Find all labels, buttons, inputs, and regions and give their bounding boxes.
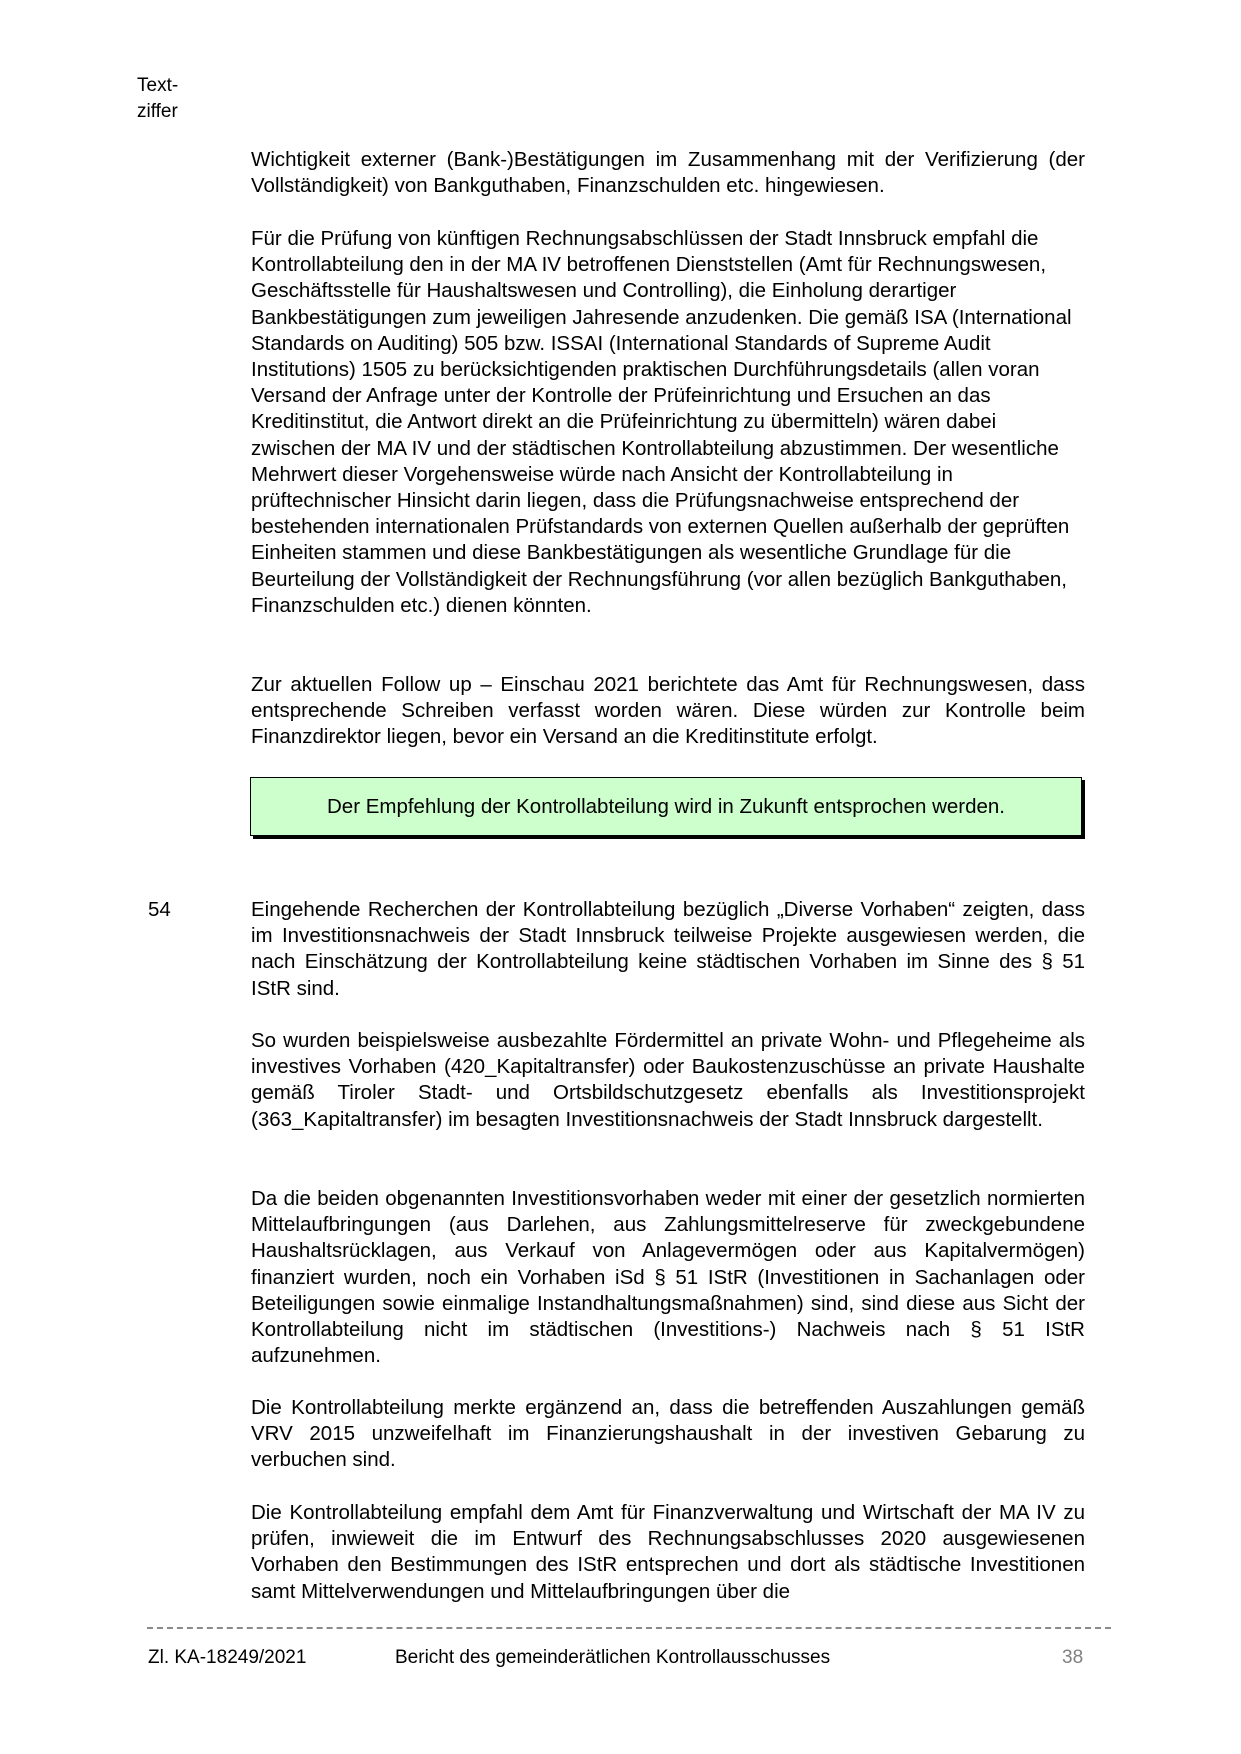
footer-title: Bericht des gemeinderätlichen Kontrollausschusses	[395, 1647, 831, 1668]
paragraph-text: Für die Prüfung von künftigen Rechnungsabschlüssen der Stadt Innsbruck empfahl die Kontrollabteilung den in der MA IV betroffenen Dienststellen (Amt für Rechnungswesen, Geschäftsstelle für Haushaltswesen und Controlling), die Einholung derartiger Bankbestätigungen zum jeweiligen Jahresende anzudenken. Die gemäß ISA (International Standards on Auditing) 505 bzw. ISSAI (International Standards of Supreme Audit Institutions) 1505 zu berücksichtigenden praktischen Durchführungsdetails (allen voran Versand der Anfrage unter der Kontrolle der Prüfeinrichtung und Ersuchen an das Kreditinstitut, die Antwort direkt an die Prüfeinrichtung zu übermitteln) wären dabei zwischen der MA IV und der städtischen Kontrollabteilung abzustimmen. Der wesentliche Mehrwert dieser Vorgehensweise würde nach Ansicht der Kontrollabteilung in prüftechnischer Hinsicht darin liegen, dass die Prüfungsnachweise entsprechend der bestehenden internationalen Prüfstandards von externen Quellen außerhalb der geprüften Einheiten stammen und diese Bankbestätigungen als wesentliche Grundlage für die Beurteilung der Vollständigkeit der Rechnungsführung (vor allen bezüglich Bankguthaben, Finanzschulden etc.) dienen könnten.	[251, 227, 1072, 617]
section-paragraph-1	[251, 897, 1085, 1002]
section-paragraph-5	[251, 1500, 1085, 1605]
footer-reference: Zl. KA-18249/2021	[148, 1647, 307, 1668]
page-number: 38	[1062, 1647, 1084, 1668]
paragraph-text: Eingehende Recherchen der Kontrollabteilung bezüglich „Diverse Vorhaben“ zeigten, dass im Investitionsnachweis der Stadt Innsbruck teilweise Projekte ausgewiesen werden, die nach Einschätzung der Kontrollabteilung keine städtischen Vorhaben im Sinne des § 51 IStR sind.	[251, 898, 1085, 1000]
recommendation-response-text: Der Empfehlung der Kontrollabteilung wird in Zukunft entsprochen werden.	[326, 794, 1006, 818]
section-paragraph-3	[251, 1186, 1085, 1369]
paragraph-text: Zur aktuellen Follow up – Einschau 2021 berichtete das Amt für Rechnungswesen, dass entsprechende Schreiben verfasst worden wären. Diese würden zur Kontrolle beim Finanzdirektor liegen, bevor ein Versand an die Kreditinstitute erfolgt.	[251, 673, 1085, 749]
section-number: 54	[148, 898, 171, 921]
paragraph-text: Da die beiden obgenannten Investitionsvorhaben weder mit einer der gesetzlich normierten Mittelaufbringungen (aus Darlehen, aus Zahlungsmittelreserve für zweckgebundene Haushaltsrücklagen, aus Verkauf von Anlagevermögen oder aus Kapitalvermögen) finanziert wurden, noch ein Vorhaben iSd § 51 IStR (Investitionen in Sachanlagen oder Beteiligungen sowie einmalige Instandhaltungsmaßnahmen) sind, sind diese aus Sicht der Kontrollabteilung nicht im städtischen (Investitions-) Nachweis nach § 51 IStR aufzunehmen.	[251, 1187, 1085, 1368]
paragraph-text: Die Kontrollabteilung merkte ergänzend an, dass die betreffenden Auszahlungen gemäß VRV 2015 unzweifelhaft im Finanzierungshaushalt in der investiven Gebarung zu verbuchen sind.	[251, 1396, 1085, 1472]
top-paragraph-2	[251, 226, 1085, 619]
top-paragraph-1	[251, 147, 1085, 199]
recommendation-response-box	[250, 777, 1082, 836]
margin-label	[137, 73, 178, 125]
paragraph-text: Wichtigkeit externer (Bank-)Bestätigungen im Zusammenhang mit der Verifizierung (der Vollständigkeit) von Bankguthaben, Finanzschulden etc. hingewiesen.	[251, 148, 1085, 198]
section-paragraph-4	[251, 1395, 1085, 1474]
margin-label-line1: Text-	[137, 75, 179, 96]
margin-label-line2: ziffer	[137, 101, 178, 122]
section-paragraph-2	[251, 1028, 1085, 1133]
paragraph-text: Die Kontrollabteilung empfahl dem Amt für Finanzverwaltung und Wirtschaft der MA IV zu prüfen, inwieweit die im Entwurf des Rechnungsabschlusses 2020 ausgewiesenen Vorhaben den Bestimmungen des IStR entsprechen und dort als städtische Investitionen samt Mittelverwendungen und Mittelaufbringungen über die	[251, 1501, 1085, 1603]
paragraph-text: So wurden beispielsweise ausbezahlte Fördermittel an private Wohn- und Pflegeheime als investives Vorhaben (420_Kapitaltransfer) oder Baukostenzuschüsse an private Haushalte gemäß Tiroler Stadt- und Ortsbildschutzgesetz ebenfalls als Investitionsprojekt (363_Kapitaltransfer) im besagten Investitionsnachweis der Stadt Innsbruck dargestellt.	[251, 1029, 1085, 1131]
top-paragraph-3	[251, 672, 1085, 751]
footer-divider	[147, 1627, 1111, 1629]
